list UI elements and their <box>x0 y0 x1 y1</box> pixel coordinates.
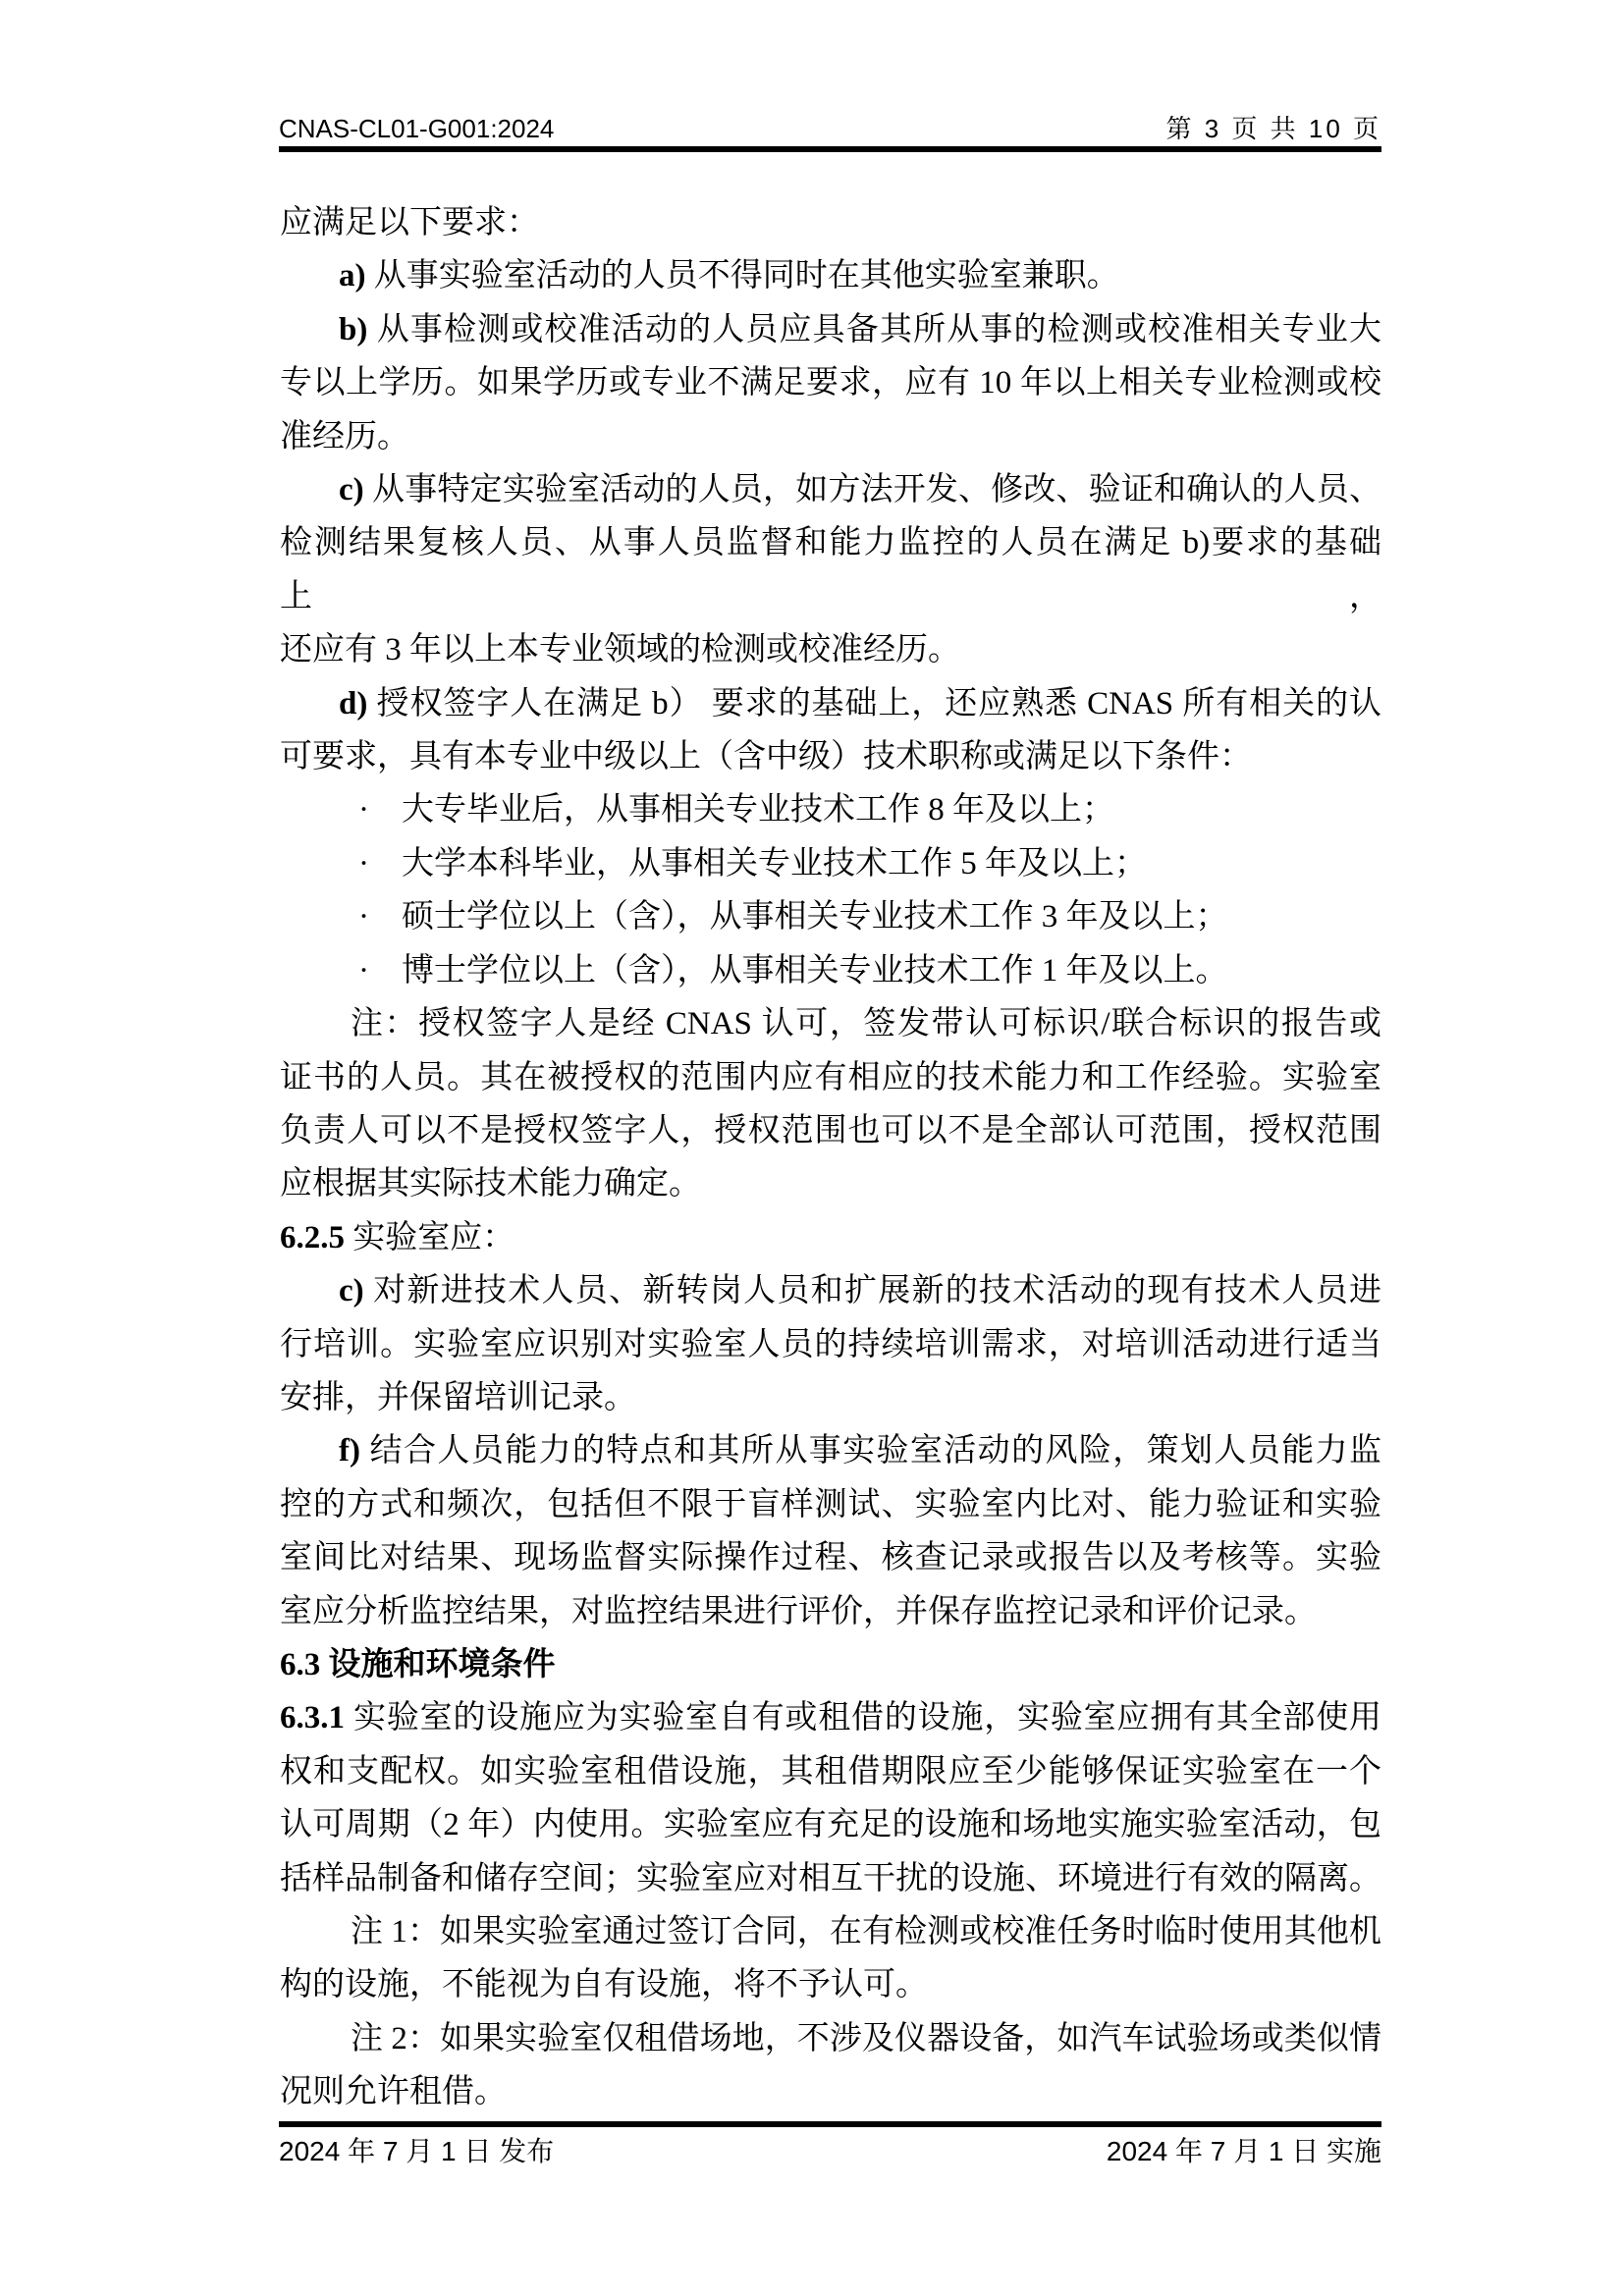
bold-text-segment: a) <box>339 258 366 294</box>
text-segment: 负责人可以不是授权签字人，授权范围也可以不是全部认可范围，授权范围 <box>280 1112 1381 1148</box>
text-line <box>280 1798 1381 1851</box>
text-segment: 证书的人员。其在被授权的范围内应有相应的技术能力和工作经验。实验室 <box>280 1059 1381 1095</box>
text-line <box>280 356 1381 409</box>
text-line <box>280 1318 1381 1371</box>
text-segment: 从事特定实验室活动的人员，如方法开发、修改、验证和确认的人员、 <box>363 472 1381 508</box>
text-segment: · 硕士学位以上（含），从事相关专业技术工作 3 年及以上； <box>358 899 1228 935</box>
text-line <box>280 783 1381 836</box>
text-segment: 室应分析监控结果，对监控结果进行评价，并保存监控记录和评价记录。 <box>280 1593 1317 1629</box>
text-segment: 准经历。 <box>280 418 409 454</box>
footer-row <box>279 2135 1381 2168</box>
text-segment: 对新进技术人员、新转岗人员和扩展新的技术活动的现有技术人员进 <box>363 1273 1381 1309</box>
page-number-indicator: 第 3 页 共 10 页 <box>1165 114 1381 143</box>
header-rule <box>279 146 1381 152</box>
text-line <box>280 623 1381 676</box>
text-segment: 从事实验室活动的人员不得同时在其他实验室兼职。 <box>365 258 1119 294</box>
text-line <box>280 677 1381 730</box>
text-segment: · 博士学位以上（含），从事相关专业技术工作 1 年及以上。 <box>358 952 1228 988</box>
bold-text-segment: 6.3.1 <box>280 1700 345 1736</box>
text-line <box>280 1424 1381 1477</box>
text-segment: 从事检测或校准活动的人员应具备其所从事的检测或校准相关专业大 <box>367 311 1381 347</box>
text-line <box>280 1905 1381 1958</box>
text-line <box>280 997 1381 1050</box>
text-segment: 应满足以下要求： <box>280 205 539 240</box>
text-line <box>280 1157 1381 1210</box>
text-line <box>280 1745 1381 1798</box>
text-line <box>280 2065 1381 2118</box>
text-line <box>280 1211 1381 1264</box>
text-line <box>280 1585 1381 1638</box>
text-line <box>280 410 1381 463</box>
bold-text-segment: f) <box>339 1433 360 1469</box>
text-line <box>280 2012 1381 2065</box>
text-line <box>280 890 1381 943</box>
text-line <box>280 944 1381 997</box>
text-segment: 授权签字人在满足 b） 要求的基础上，还应熟悉 CNAS 所有相关的认 <box>367 685 1381 721</box>
header-row <box>279 114 1381 143</box>
text-line <box>280 1638 1381 1691</box>
bold-text-segment: b) <box>339 311 368 347</box>
text-segment: 注：授权签字人是经 CNAS 认可，签发带认可标识/联合标识的报告或 <box>351 1006 1381 1042</box>
text-segment: 室间比对结果、现场监督实际操作过程、核查记录或报告以及考核等。实验 <box>280 1540 1381 1576</box>
text-line <box>280 303 1381 356</box>
text-line <box>280 837 1381 890</box>
text-segment: 检测结果复核人员、从事人员监督和能力监控的人员在满足 b)要求的基础上， <box>280 525 1381 614</box>
text-line <box>280 1104 1381 1157</box>
bold-text-segment: 6.3 设施和环境条件 <box>280 1646 556 1682</box>
text-line <box>280 1264 1381 1317</box>
text-segment: 况则允许租借。 <box>280 2074 507 2110</box>
footer-rule <box>279 2121 1381 2127</box>
text-segment: 安排，并保留培训记录。 <box>280 1379 636 1415</box>
page-header <box>279 114 1381 152</box>
text-line <box>280 516 1381 623</box>
text-segment: 实验室的设施应为实验室自有或租借的设施，实验室应拥有其全部使用 <box>345 1700 1381 1736</box>
text-segment: 应根据其实际技术能力确定。 <box>280 1166 701 1202</box>
text-segment: 实验室应： <box>345 1219 515 1255</box>
text-segment: · 大专毕业后，从事相关专业技术工作 8 年及以上； <box>358 792 1114 828</box>
text-segment: 结合人员能力的特点和其所从事实验室活动的风险，策划人员能力监 <box>359 1433 1381 1469</box>
bold-text-segment: 6.2.5 <box>280 1219 345 1255</box>
page-footer <box>279 2121 1381 2168</box>
text-line <box>280 249 1381 302</box>
text-line <box>280 1478 1381 1531</box>
text-segment: 注 1：如果实验室通过签订合同，在有检测或校准任务时临时使用其他机 <box>351 1914 1381 1949</box>
document-body <box>280 196 1381 2119</box>
text-line <box>280 196 1381 249</box>
text-line <box>280 463 1381 516</box>
text-line <box>280 1958 1381 2011</box>
text-segment: 专以上学历。如果学历或专业不满足要求，应有 10 年以上相关专业检测或校 <box>280 365 1381 401</box>
bold-text-segment: d) <box>339 685 368 721</box>
text-line <box>280 730 1381 783</box>
text-segment: 括样品制备和储存空间；实验室应对相互干扰的设施、环境进行有效的隔离。 <box>280 1860 1381 1896</box>
text-segment: 行培训。实验室应识别对实验室人员的持续培训需求，对培训活动进行适当 <box>280 1326 1381 1362</box>
text-segment: 认可周期（2 年）内使用。实验室应有充足的设施和场地实施实验室活动，包 <box>280 1807 1381 1843</box>
implement-date: 2024 年 7 月 1 日 实施 <box>1106 2136 1381 2166</box>
issue-date: 2024 年 7 月 1 日 发布 <box>279 2136 555 2166</box>
text-segment: 构的设施，不能视为自有设施，将不予认可。 <box>280 1967 928 2003</box>
bold-text-segment: c) <box>339 1273 364 1309</box>
text-segment: 控的方式和频次，包括但不限于盲样测试、实验室内比对、能力验证和实验 <box>280 1486 1381 1522</box>
text-segment: 还应有 3 年以上本专业领域的检测或校准经历。 <box>280 632 960 668</box>
text-segment: 可要求，具有本专业中级以上（含中级）技术职称或满足以下条件： <box>280 739 1252 775</box>
text-segment: · 大学本科毕业，从事相关专业技术工作 5 年及以上； <box>358 845 1147 881</box>
text-line <box>280 1852 1381 1905</box>
text-line <box>280 1691 1381 1744</box>
text-line <box>280 1531 1381 1584</box>
text-line <box>280 1371 1381 1424</box>
document-number: CNAS-CL01-G001:2024 <box>279 114 555 143</box>
text-line <box>280 1051 1381 1104</box>
text-segment: 注 2：如果实验室仅租借场地，不涉及仪器设备，如汽车试验场或类似情 <box>351 2020 1381 2056</box>
text-segment: 权和支配权。如实验室租借设施，其租借期限应至少能够保证实验室在一个 <box>280 1753 1381 1789</box>
bold-text-segment: c) <box>339 472 364 508</box>
